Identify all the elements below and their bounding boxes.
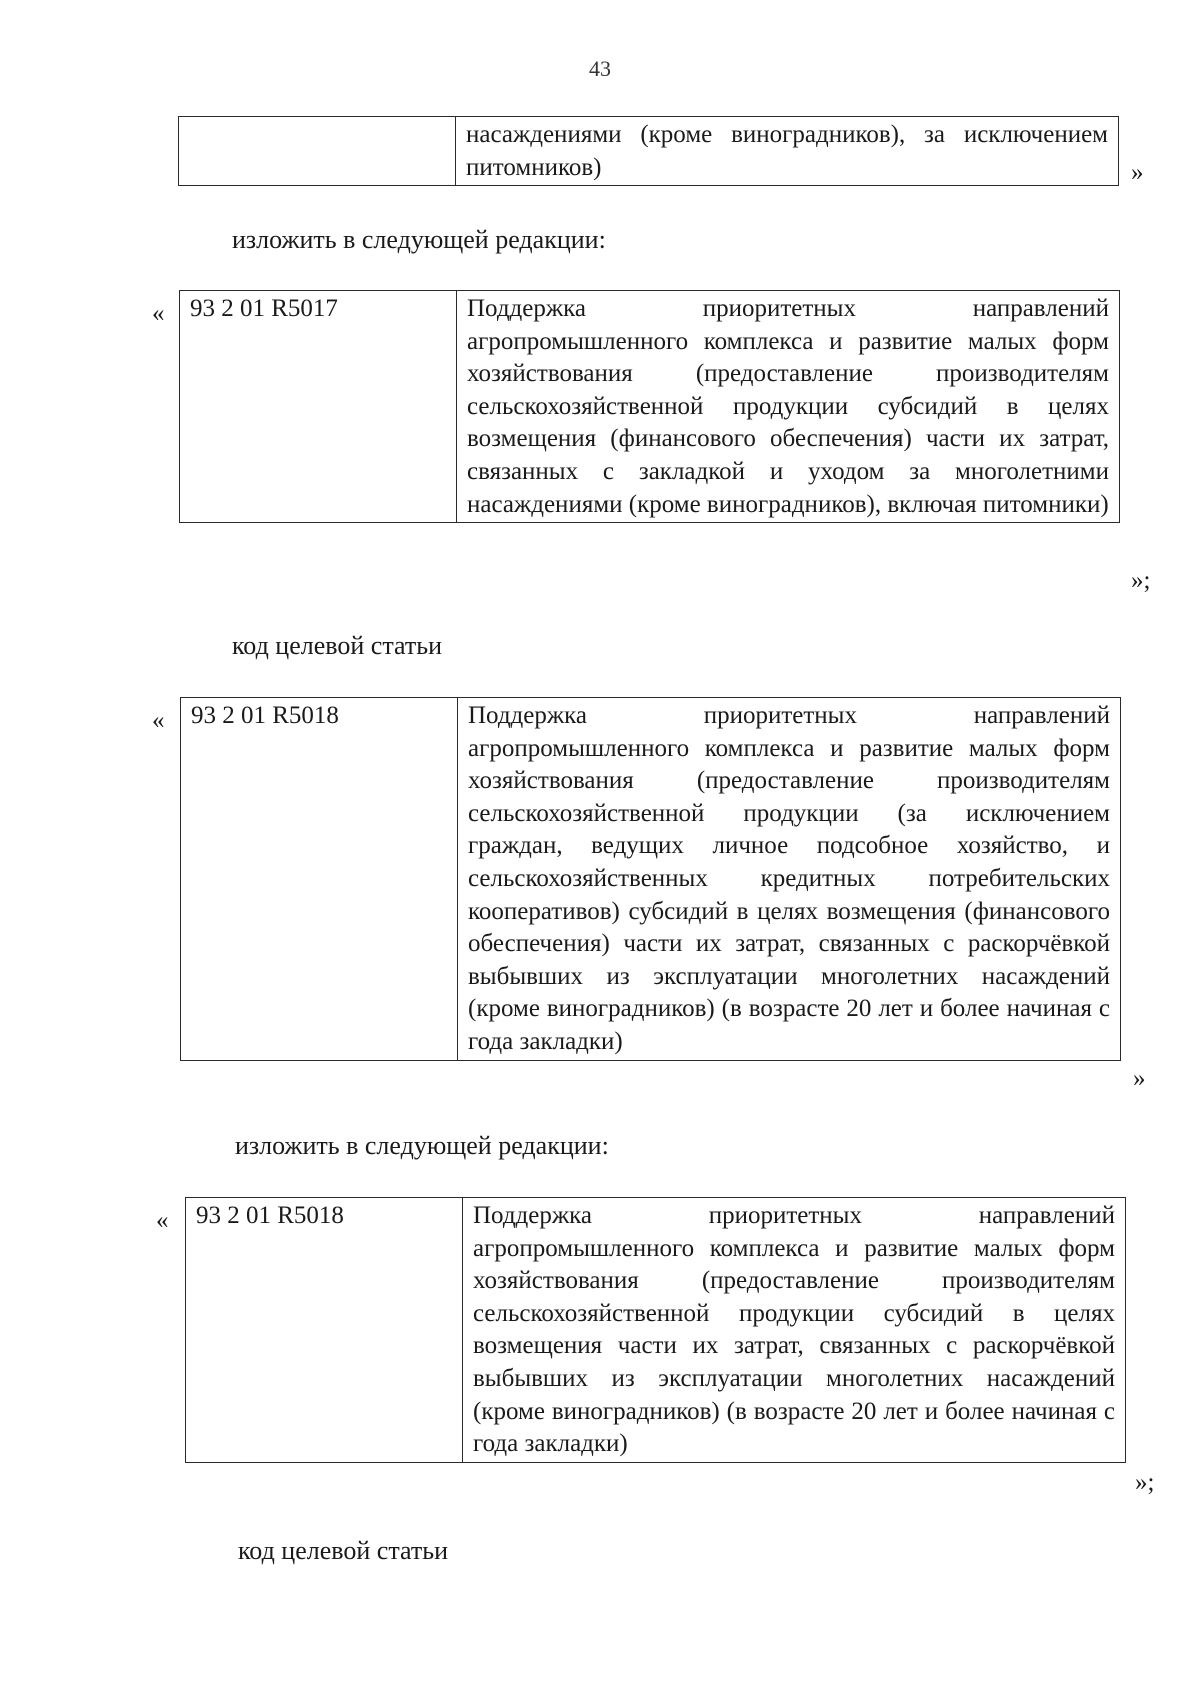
opening-quote: «	[152, 300, 165, 327]
closing-quote: »	[1133, 1065, 1146, 1092]
closing-quote: »	[1131, 159, 1144, 186]
target-description-cell: Поддержка приоритетных направлений агропромышленного комплекса и развитие малых форм хозяйствования (предоставление производителям сельскохозяйственной продукции субсидий в целях возмещения части их затрат, связанных с раскорчёвкой выбывших из эксплуатации многолетних насаждений (кроме виноградников) (в возрасте 20 лет и более начиная с года закладки)	[463, 1198, 1126, 1463]
closing-quote: »;	[1135, 1469, 1155, 1496]
budget-table-row-continuation	[178, 116, 1119, 186]
instruction-paragraph: код целевой статьи	[232, 631, 442, 660]
opening-quote: «	[152, 707, 165, 734]
target-description-cell: насаждениями (кроме виноградников), за исключением питомников)	[456, 117, 1119, 186]
opening-quote: «	[156, 1207, 169, 1234]
budget-table-row-r5017	[179, 290, 1120, 523]
budget-table-row-r5018-old	[180, 697, 1121, 1061]
instruction-paragraph: изложить в следующей редакции:	[232, 225, 606, 254]
instruction-paragraph: код целевой статьи	[238, 1536, 448, 1565]
target-description-cell: Поддержка приоритетных направлений агропромышленного комплекса и развитие малых форм хозяйствования (предоставление производителям сельскохозяйственной продукции (за исключением граждан, ведущих личное подсобное хозяйство, и сельскохозяйственных кредитных потребительских кооперативов) субсидий в целях возмещения (финансового обеспечения) части их затрат, связанных с раскорчёвкой выбывших из эксплуатации многолетних насаждений (кроме виноградников) (в возрасте 20 лет и более начиная с года закладки)	[458, 698, 1121, 1061]
instruction-paragraph: изложить в следующей редакции:	[235, 1131, 609, 1160]
closing-quote: »;	[1131, 567, 1151, 594]
target-description-cell: Поддержка приоритетных направлений агропромышленного комплекса и развитие малых форм хозяйствования (предоставление производителям сельскохозяйственной продукции субсидий в целях возмещения (финансового обеспечения) части их затрат, связанных с закладкой и уходом за многолетними насаждениями (кроме виноградников), включая питомники)	[457, 291, 1120, 523]
target-code-cell: 93 2 01 R5017	[180, 291, 457, 523]
target-code-cell: 93 2 01 R5018	[181, 698, 458, 1061]
page-number: 43	[589, 56, 611, 81]
target-code-cell	[179, 117, 456, 186]
budget-table-row-r5018-new	[185, 1197, 1126, 1463]
target-code-cell: 93 2 01 R5018	[186, 1198, 463, 1463]
